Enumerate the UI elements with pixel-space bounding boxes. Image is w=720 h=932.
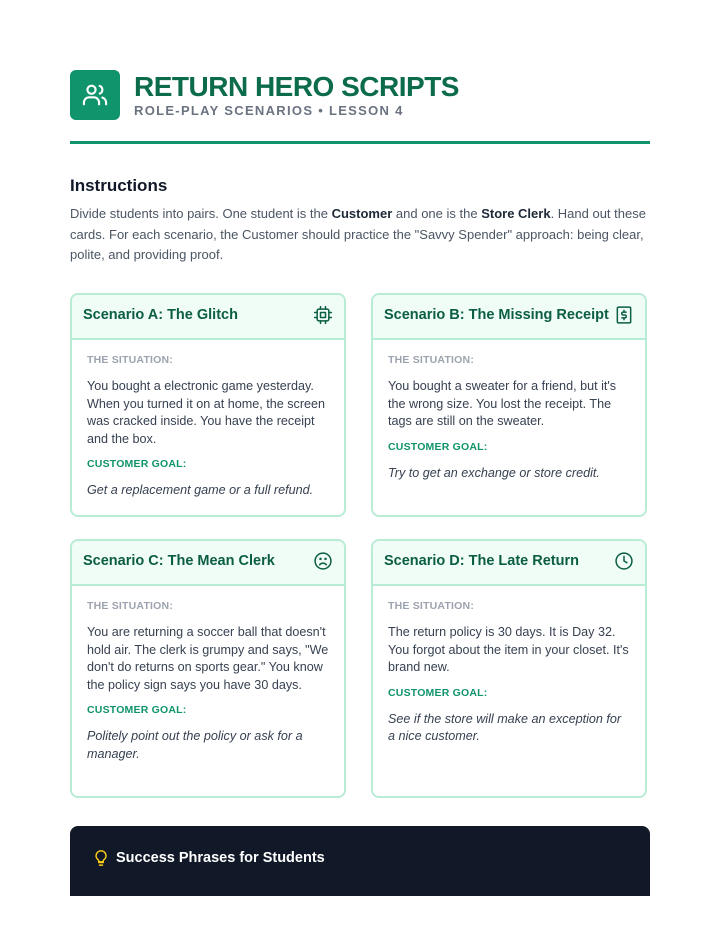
card-header — [72, 295, 344, 340]
success-phrases-title: Success Phrases for Students — [116, 850, 325, 866]
goal-text: Try to get an exchange or store credit. — [388, 465, 600, 480]
goal-text: See if the store will make an exception for a nice customer. — [388, 711, 622, 744]
goal-label: CUSTOMER GOAL: — [388, 440, 488, 453]
card-header — [373, 541, 645, 586]
card-title: Scenario B: The Missing Receipt — [384, 307, 609, 323]
situation-text: You bought a electronic game yesterday. When you turned it on at home, the screen was cracked inside. You have the receipt and the box. — [87, 379, 326, 446]
page-title: RETURN HERO SCRIPTS — [134, 71, 459, 102]
lightbulb-icon — [92, 849, 110, 867]
frown-icon — [313, 551, 333, 571]
instructions-text-part: . Hand out these cards. For each scenario, the Customer should practice the "Savvy Spender" approach: being clear, polite, and providing proof. — [70, 206, 646, 262]
card-body — [373, 340, 645, 496]
instructions-text-part: Divide students into pairs. One student is the — [70, 206, 332, 221]
card-header — [72, 541, 344, 586]
goal-label: CUSTOMER GOAL: — [87, 704, 187, 717]
situation-label: THE SITUATION: — [87, 600, 174, 612]
card-title: Scenario A: The Glitch — [83, 307, 238, 323]
scenario-card-d — [371, 539, 647, 798]
page-subtitle: ROLE-PLAY SCENARIOS • LESSON 4 — [134, 103, 404, 118]
instructions-text — [70, 204, 650, 266]
card-body — [373, 586, 645, 760]
situation-label: THE SITUATION: — [388, 354, 475, 366]
scenario-card-b — [371, 293, 647, 517]
card-body — [72, 340, 344, 514]
card-header — [373, 295, 645, 340]
chip-icon — [313, 305, 333, 325]
scenario-card-a — [70, 293, 346, 517]
card-title: Scenario D: The Late Return — [384, 553, 579, 569]
clerk-role: Store Clerk — [481, 206, 551, 221]
goal-label: CUSTOMER GOAL: — [87, 458, 187, 471]
instructions-title: Instructions — [70, 176, 168, 195]
situation-text: You are returning a soccer ball that doesn't hold air. The clerk is grumpy and says, "We don't do returns on sports gear." You know the policy sign says you have 30 days. — [87, 625, 329, 692]
scenario-card-c — [70, 539, 346, 798]
users-icon — [81, 81, 109, 109]
goal-label: CUSTOMER GOAL: — [388, 686, 488, 699]
instructions-text-part: and one is the — [392, 206, 482, 221]
receipt-icon — [614, 305, 634, 325]
card-title: Scenario C: The Mean Clerk — [83, 553, 275, 569]
header-divider — [70, 141, 650, 144]
clock-icon — [614, 551, 634, 571]
situation-text: The return policy is 30 days. It is Day 32. You forgot about the item in your closet. It's brand new. — [388, 625, 629, 675]
goal-text: Politely point out the policy or ask for a manager. — [87, 729, 303, 761]
logo — [70, 70, 120, 120]
goal-text: Get a replacement game or a full refund. — [87, 483, 314, 498]
situation-label: THE SITUATION: — [388, 600, 475, 612]
situation-label: THE SITUATION: — [87, 354, 174, 366]
customer-role: Customer — [331, 206, 393, 221]
situation-text: You bought a sweater for a friend, but it's the wrong size. You lost the receipt. The tags are still on the sweater. — [388, 379, 617, 429]
success-phrases-panel — [70, 826, 650, 896]
header — [70, 70, 650, 122]
card-body — [72, 586, 344, 778]
